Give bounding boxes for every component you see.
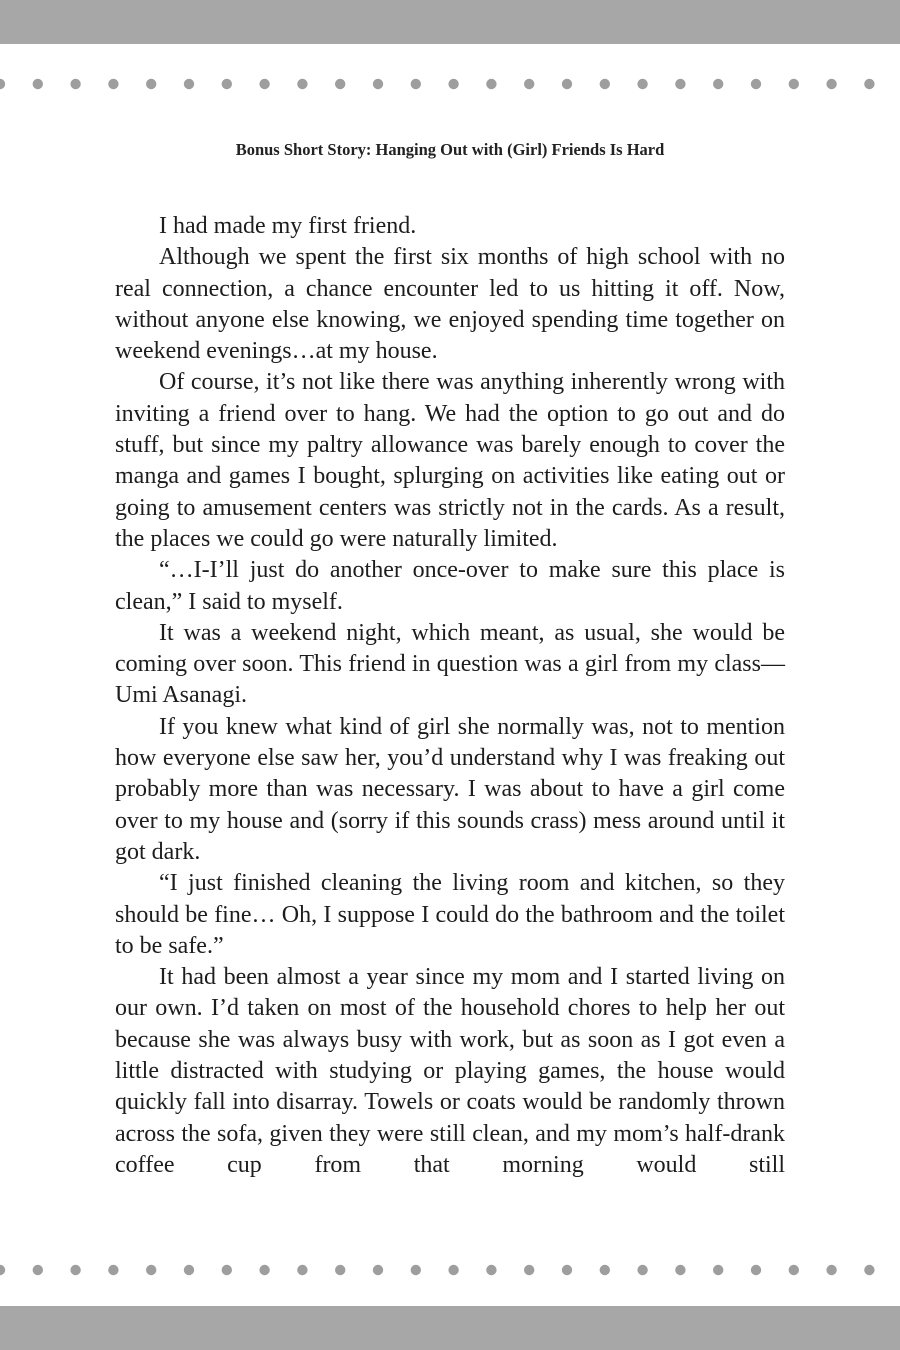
divider-dot	[600, 79, 610, 89]
divider-dot	[448, 79, 458, 89]
divider-dot	[637, 1265, 647, 1275]
top-dot-svg	[0, 78, 900, 90]
divider-dot	[0, 1265, 5, 1275]
divider-dot	[33, 79, 43, 89]
top-dot-divider	[0, 78, 900, 90]
divider-dot	[826, 79, 836, 89]
divider-dot	[33, 1265, 43, 1275]
divider-dot	[373, 1265, 383, 1275]
divider-dot	[259, 79, 269, 89]
divider-dot	[562, 79, 572, 89]
divider-dot	[297, 1265, 307, 1275]
paragraph-3: Of course, it’s not like there was anything inherently wrong with inviting a friend over to hang. We had the option to go out and do stuff, but since my paltry allowance was barely enough to cover the manga and games I bought, splurging on activities like eating out or going to amusement centers was strictly not in the cards. As a result, the places we could go were naturally limited.	[115, 369, 785, 552]
bottom-dot-svg	[0, 1264, 900, 1276]
divider-dot	[751, 1265, 761, 1275]
paragraph-8: It had been almost a year since my mom and I started living on our own. I’d taken on most of the household chores to help her out because she was always busy with work, but as soon as I got even a little distracted with studying or playing games, the house would quickly fall into disarray. Towels or coats would be randomly thrown across the sofa, given they were still clean, and my mom’s half-drank coffee cup from that morning would still	[115, 964, 785, 1178]
divider-dot	[0, 79, 5, 89]
divider-dot	[411, 1265, 421, 1275]
paragraph-7: “I just finished cleaning the living room and kitchen, so they should be fine… Oh, I suppose I could do the bathroom and the toilet to be safe.”	[115, 870, 785, 959]
divider-dot	[297, 79, 307, 89]
divider-dot	[70, 1265, 80, 1275]
divider-dot	[486, 79, 496, 89]
divider-dot	[826, 1265, 836, 1275]
story-body	[115, 211, 785, 1181]
divider-dot	[184, 1265, 194, 1275]
divider-dot	[448, 1265, 458, 1275]
paragraph-2: Although we spent the first six months of high school with no real connection, a chance encounter led to us hitting it off. Now, without anyone else knowing, we enjoyed spending time together on weekend evenings…at my house.	[115, 244, 785, 365]
divider-dot	[335, 79, 345, 89]
divider-dot	[222, 79, 232, 89]
running-head: Bonus Short Story: Hanging Out with (Girl) Friends Is Hard	[235, 140, 665, 159]
divider-dot	[751, 79, 761, 89]
divider-dot	[789, 79, 799, 89]
divider-dot	[70, 79, 80, 89]
divider-dot	[524, 1265, 534, 1275]
divider-dot	[713, 1265, 723, 1275]
paragraph-4: “…I-I’ll just do another once-over to make sure this place is clean,” I said to myself.	[115, 557, 785, 615]
divider-dot	[864, 79, 874, 89]
divider-dot	[411, 79, 421, 89]
divider-dot	[486, 1265, 496, 1275]
paragraph-1: I had made my first friend.	[159, 213, 417, 239]
divider-dot	[675, 1265, 685, 1275]
divider-dot	[600, 1265, 610, 1275]
divider-dot	[146, 79, 156, 89]
divider-dot	[562, 1265, 572, 1275]
divider-dot	[524, 79, 534, 89]
divider-dot	[637, 79, 647, 89]
divider-dot	[713, 79, 723, 89]
divider-dot	[335, 1265, 345, 1275]
divider-dot	[259, 1265, 269, 1275]
divider-dot	[184, 79, 194, 89]
divider-dot	[373, 79, 383, 89]
divider-dot	[864, 1265, 874, 1275]
divider-dot	[222, 1265, 232, 1275]
divider-dot	[675, 79, 685, 89]
paragraph-5: It was a weekend night, which meant, as usual, she would be coming over soon. This friend in question was a girl from my class—Umi Asanagi.	[115, 619, 785, 709]
divider-dot	[146, 1265, 156, 1275]
paragraph-6: If you knew what kind of girl she normally was, not to mention how everyone else saw her, you’d understand why I was freaking out probably more than was necessary. I was about to have a girl come over to my house and (sorry if this sounds crass) mess around until it got dark.	[115, 713, 785, 865]
bottom-dot-divider	[0, 1264, 900, 1276]
divider-dot	[789, 1265, 799, 1275]
top-border-band	[0, 0, 900, 44]
bottom-border-band	[0, 1306, 900, 1350]
divider-dot	[108, 1265, 118, 1275]
divider-dot	[108, 79, 118, 89]
